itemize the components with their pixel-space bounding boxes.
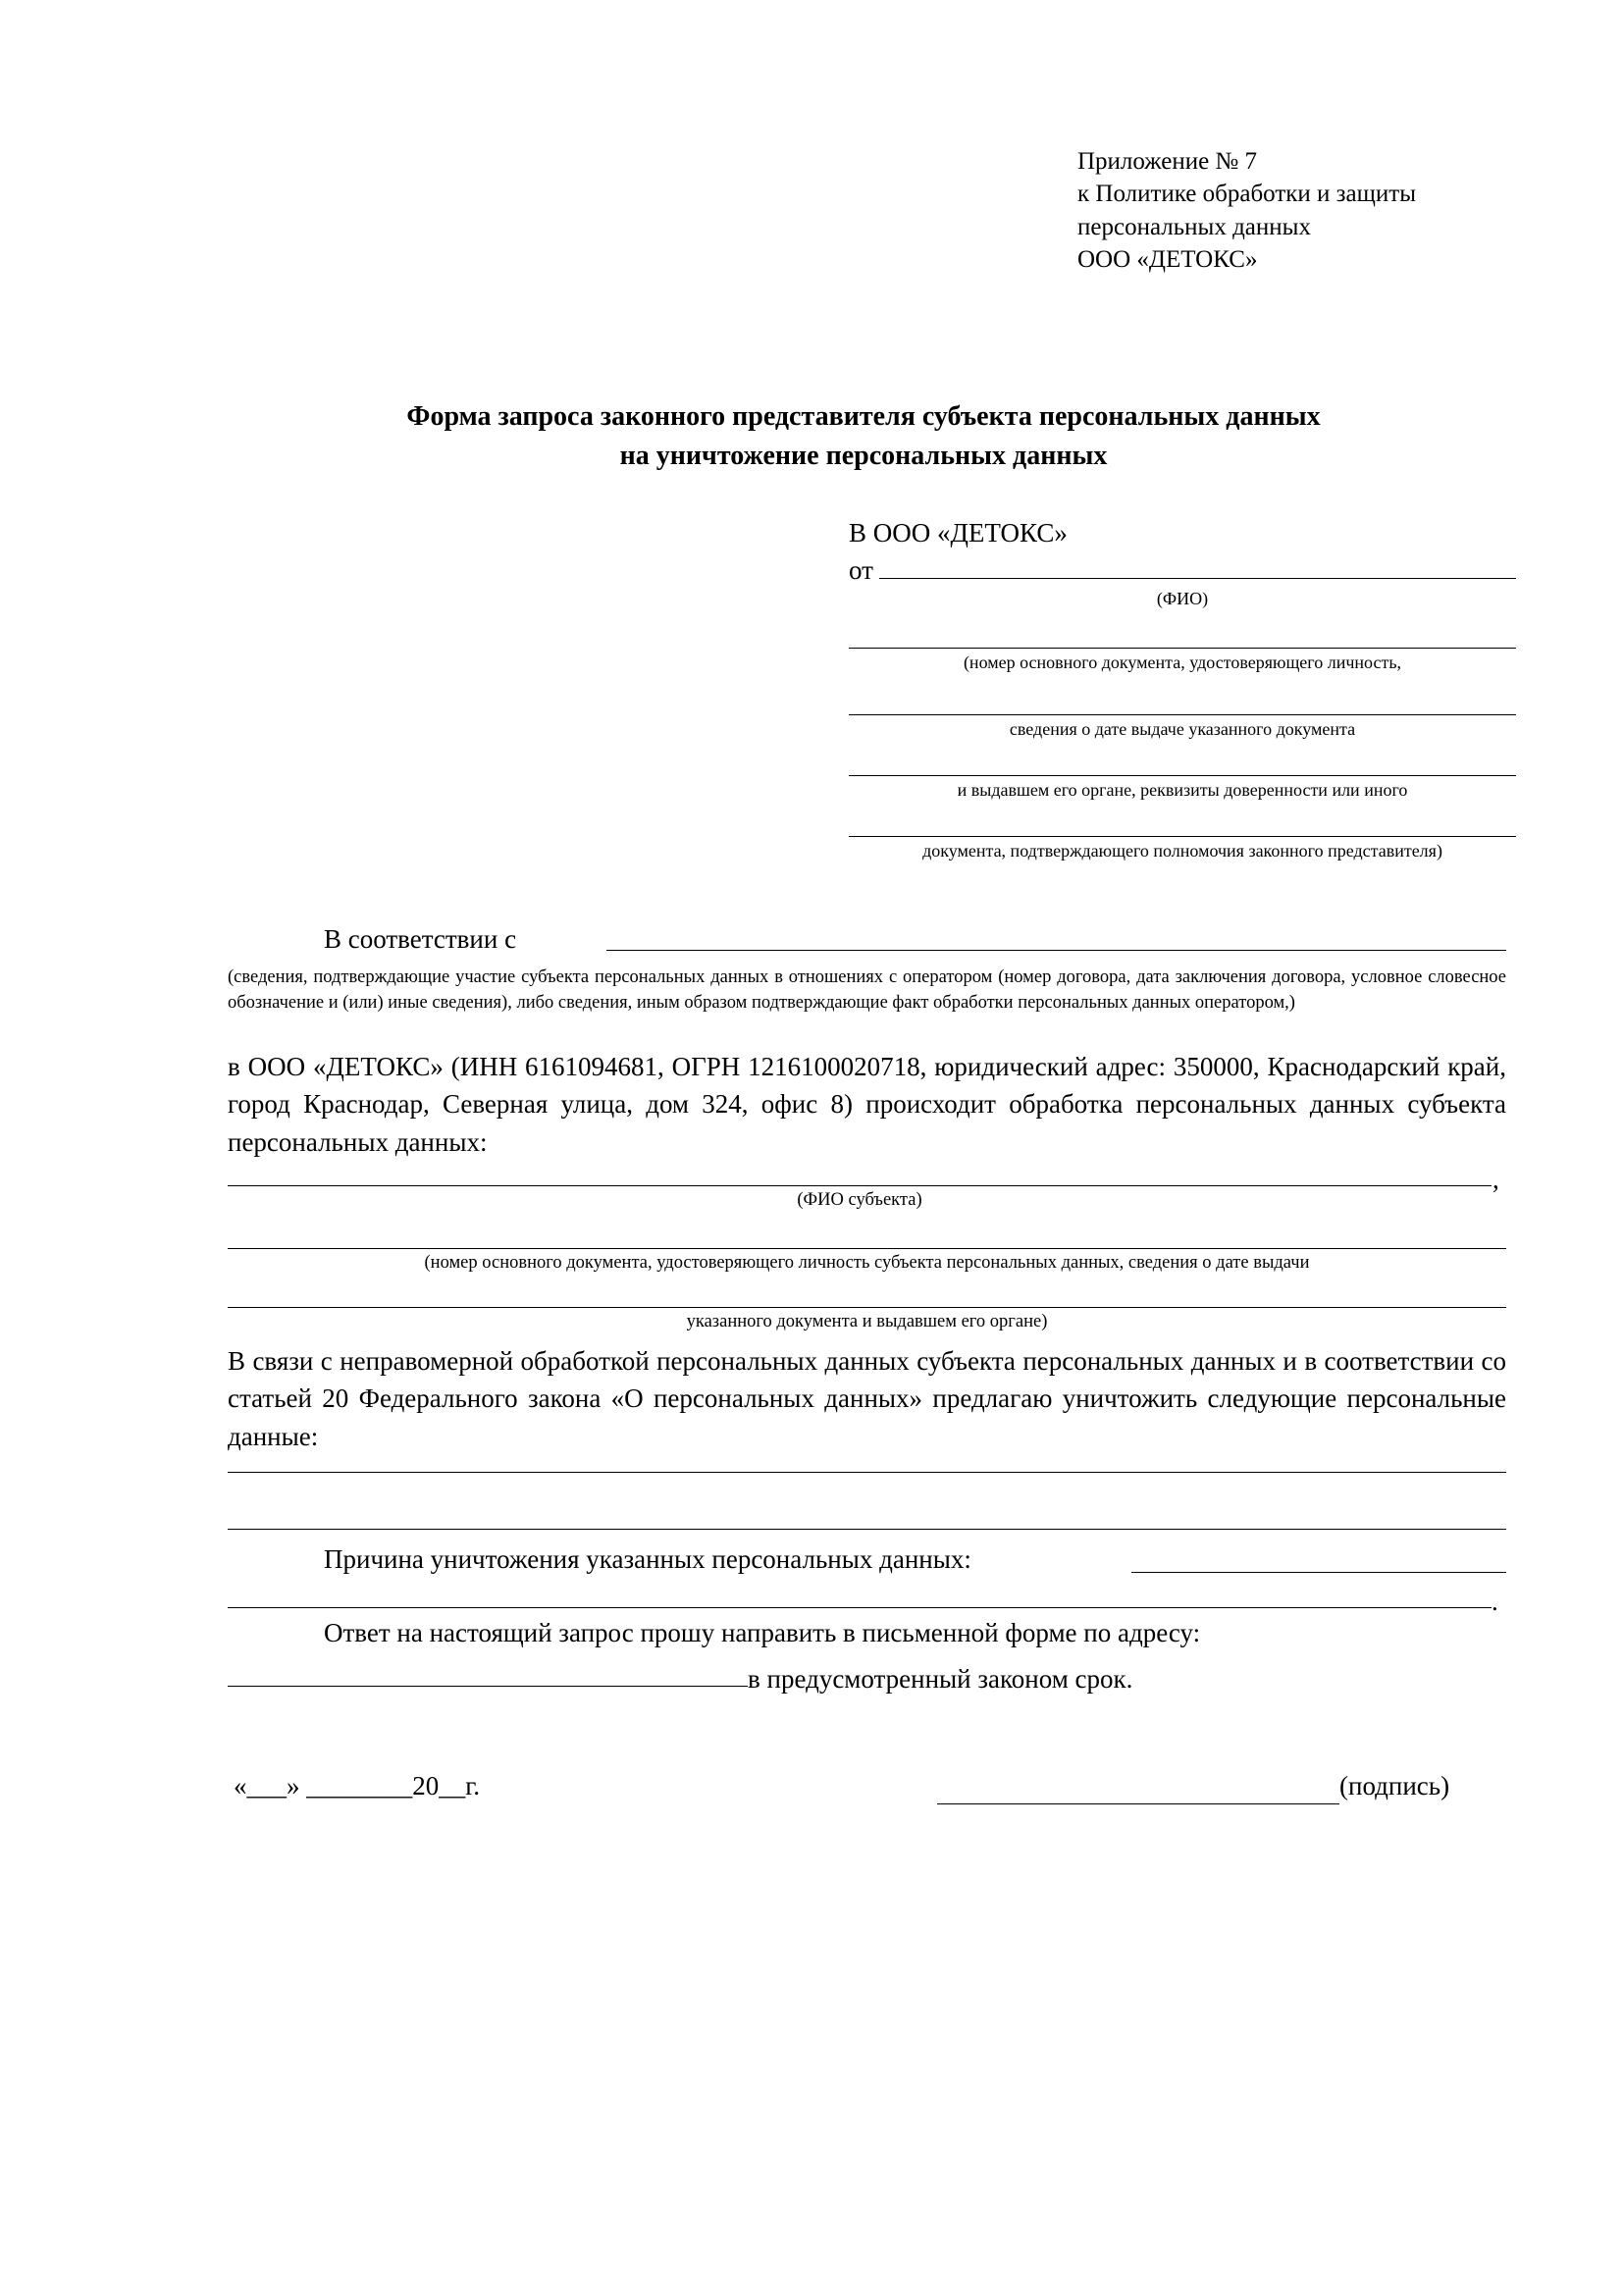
subject-doc-input-line-1[interactable] bbox=[228, 1248, 1506, 1249]
caption-subject-fio: (ФИО субъекта) bbox=[797, 1190, 922, 1210]
answer-tail: в предусмотренный законом срок. bbox=[748, 1664, 1133, 1694]
data-to-destroy-line-1[interactable] bbox=[228, 1472, 1506, 1473]
caption-fio: (ФИО) bbox=[1156, 589, 1209, 608]
illegal-processing-paragraph: В связи с неправомерной обработкой персональных данных субъекта персональных данных и в соответствии со статьей 20 Федерального закона «О персональных данных» предлагаю уничтожить следующие персональные данные: bbox=[228, 1346, 1506, 1451]
appendix-company: ООО «ДЕТОКС» bbox=[1077, 245, 1258, 273]
answer-paragraph: Ответ на настоящий запрос прошу направить в письменной форме по адресу: bbox=[324, 1618, 1201, 1647]
caption-doc-organ: и выдавшем его органе, реквизиты доверенности или иного bbox=[957, 780, 1408, 800]
addressee-to: В ООО «ДЕТОКС» bbox=[849, 518, 1068, 548]
appendix-policy-line2: персональных данных bbox=[1077, 213, 1311, 240]
subject-fio-input-line[interactable] bbox=[228, 1185, 1492, 1186]
from-label: от bbox=[849, 555, 873, 585]
organization-paragraph: в ООО «ДЕТОКС» (ИНН 6161094681, ОГРН 1216100020718, юридический адрес: 350000, Краснодарский край, город Краснодар, Северная улица, дом 324, офис 8) происходит обработка персональных данных субъекта персональных данных: bbox=[228, 1052, 1506, 1157]
caption-doc-authority: документа, подтверждающего полномочия законного представителя) bbox=[922, 841, 1442, 861]
doc-date-input-line[interactable] bbox=[849, 714, 1516, 715]
answer-address-input-line[interactable] bbox=[228, 1686, 748, 1687]
reason-input-line-1[interactable] bbox=[1131, 1572, 1506, 1573]
accordance-note: (сведения, подтверждающие участие субъекта персональных данных в отношениях с оператором (номер договора, дата заключения договора, условное словесное обозначение и (или) иные сведения), либо сведения, иным образом подтверждающие факт обработки персональных данных оператором,) bbox=[228, 967, 1506, 1014]
subject-doc-input-line-2[interactable] bbox=[228, 1307, 1506, 1308]
doc-organ-input-line[interactable] bbox=[849, 775, 1516, 776]
from-input-line[interactable] bbox=[879, 556, 1516, 579]
in-accordance-label: В соответствии с bbox=[324, 924, 517, 954]
appendix-number: Приложение № 7 bbox=[1077, 148, 1258, 175]
data-to-destroy-line-2[interactable] bbox=[228, 1529, 1506, 1530]
signature-input-line[interactable] bbox=[937, 1803, 1339, 1804]
caption-doc-date: сведения о дате выдаче указанного документа bbox=[1009, 719, 1356, 739]
in-accordance-input-line[interactable] bbox=[606, 950, 1506, 951]
reason-period: . bbox=[1492, 1587, 1498, 1616]
from-row bbox=[849, 555, 1516, 586]
reason-label: Причина уничтожения указанных персональных данных: bbox=[324, 1544, 971, 1574]
signature-date[interactable]: «___» ________20__г. bbox=[234, 1771, 481, 1800]
subject-fio-comma: , bbox=[1492, 1165, 1499, 1194]
page-title-line2: на уничтожение персональных данных bbox=[619, 440, 1108, 471]
signature-caption: (подпись) bbox=[1339, 1771, 1450, 1800]
appendix-policy-line1: к Политике обработки и защиты bbox=[1077, 181, 1417, 208]
reason-input-line-2[interactable] bbox=[228, 1607, 1492, 1608]
doc-number-input-line[interactable] bbox=[849, 648, 1516, 649]
caption-subject-doc-1: (номер основного документа, удостоверяющего личность субъекта персональных данных, сведения о дате выдачи bbox=[424, 1253, 1310, 1273]
appendix-header bbox=[1077, 145, 1588, 276]
caption-subject-doc-2: указанного документа и выдавшем его органе) bbox=[686, 1312, 1048, 1331]
page-title bbox=[221, 397, 1506, 476]
page-title-line1: Форма запроса законного представителя субъекта персональных данных bbox=[406, 401, 1321, 432]
doc-authority-input-line[interactable] bbox=[849, 836, 1516, 837]
caption-doc-number: (номер основного документа, удостоверяющего личность, bbox=[963, 652, 1402, 672]
